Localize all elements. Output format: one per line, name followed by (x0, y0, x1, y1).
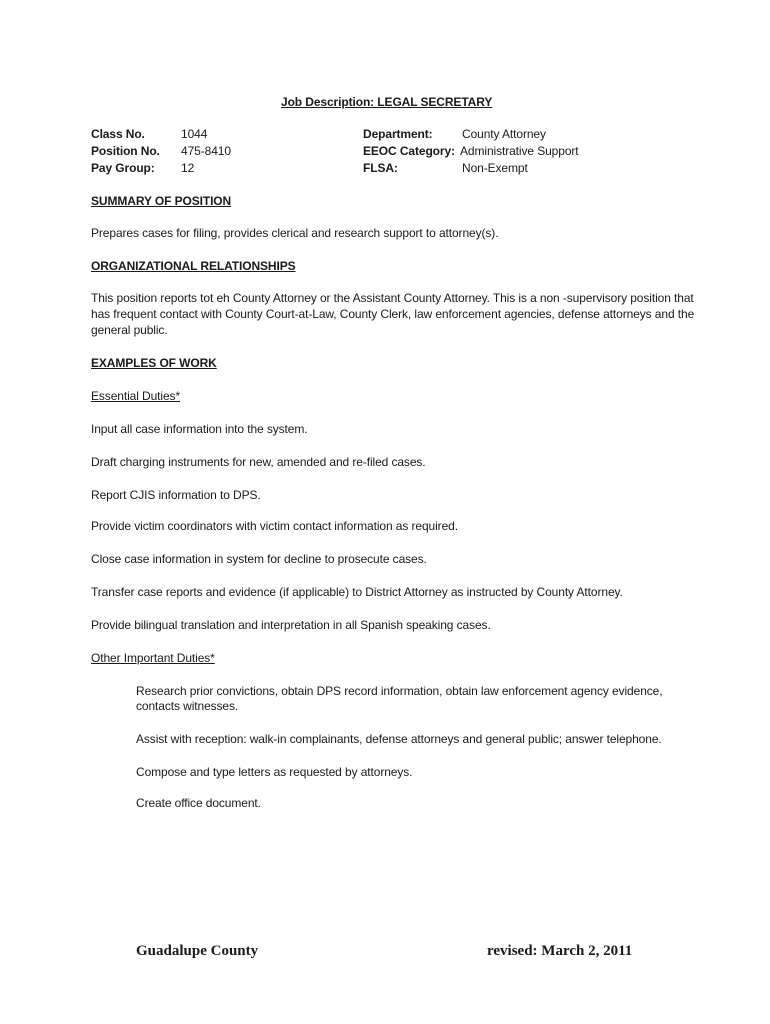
summary-text: Prepares cases for filing, provides clerical and research support to attorney(s). (91, 226, 499, 240)
essential-duty: Close case information in system for decline to prosecute cases. (91, 552, 427, 566)
class-no-value: 1044 (181, 127, 208, 141)
org-text-line-3: general public. (91, 323, 168, 337)
other-duty: Compose and type letters as requested by attorneys. (136, 765, 413, 779)
department-label: Department: (363, 127, 433, 141)
other-duty-line: contacts witnesses. (136, 699, 239, 713)
examples-heading: EXAMPLES OF WORK (91, 356, 217, 370)
flsa-label: FLSA: (363, 161, 398, 175)
essential-duty: Draft charging instruments for new, amended and re-filed cases. (91, 455, 426, 469)
position-no-value: 475-8410 (181, 144, 231, 158)
department-value: County Attorney (462, 127, 546, 141)
org-heading: ORGANIZATIONAL RELATIONSHIPS (91, 259, 296, 273)
essential-duty: Provide bilingual translation and interpretation in all Spanish speaking cases. (91, 618, 491, 632)
essential-duty: Report CJIS information to DPS. (91, 488, 261, 502)
eeoc-label: EEOC Category: (363, 144, 455, 158)
org-text-line-2: has frequent contact with County Court-at-Law, County Clerk, law enforcement agencies, defense attorneys and the (91, 307, 695, 321)
essential-duty: Input all case information into the system. (91, 422, 308, 436)
position-no-label: Position No. (91, 144, 160, 158)
flsa-value: Non-Exempt (462, 161, 528, 175)
other-duty: Assist with reception: walk-in complainants, defense attorneys and general public; answer telephone. (136, 732, 662, 746)
other-duties-heading: Other Important Duties* (91, 651, 215, 665)
essential-duty: Provide victim coordinators with victim contact information as required. (91, 519, 458, 533)
document-title: Job Description: LEGAL SECRETARY (281, 95, 493, 109)
footer-county: Guadalupe County (136, 943, 259, 959)
summary-heading: SUMMARY OF POSITION (91, 194, 232, 208)
class-no-label: Class No. (91, 127, 145, 141)
other-duty: Create office document. (136, 796, 261, 810)
essential-duty: Transfer case reports and evidence (if applicable) to District Attorney as instructed by County Attorney. (91, 585, 623, 599)
essential-duties-heading: Essential Duties* (91, 389, 181, 403)
org-text-line-1: This position reports tot eh County Attorney or the Assistant County Attorney. This is a non -supervisory position that (91, 291, 694, 305)
pay-group-value: 12 (181, 161, 195, 175)
footer-revised-date: revised: March 2, 2011 (487, 943, 633, 959)
other-duty-line: Research prior convictions, obtain DPS record information, obtain law enforcement agency evidence, (136, 684, 663, 698)
eeoc-value: Administrative Support (460, 144, 579, 158)
pay-group-label: Pay Group: (91, 161, 155, 175)
